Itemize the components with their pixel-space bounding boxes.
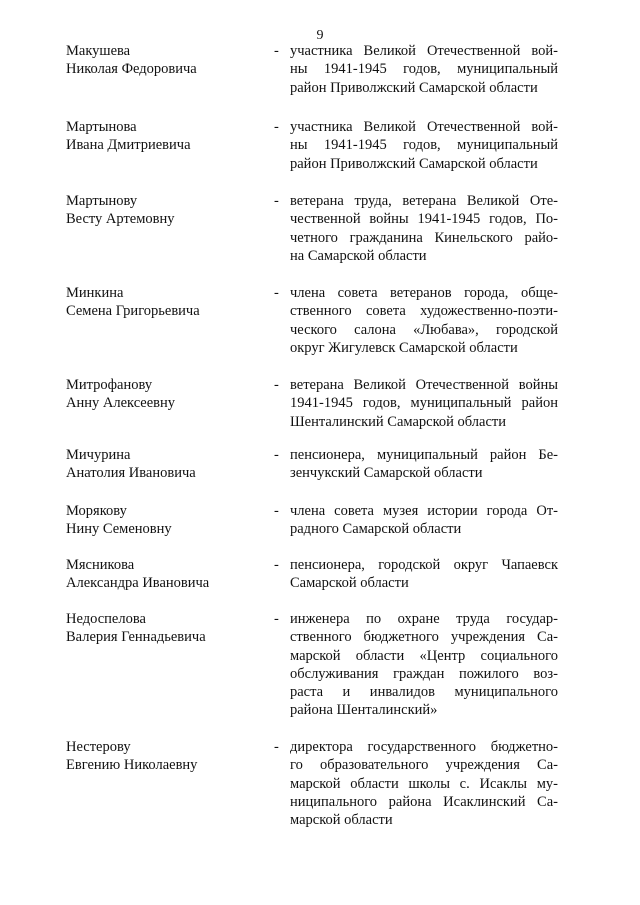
description-line: ны 1941-1945 годов, муниципальный [290, 61, 558, 78]
description-line: ветерана Великой Отечественной войны [290, 377, 558, 393]
person-name [66, 118, 256, 155]
person-name-line: Морякову [66, 503, 127, 519]
person-name-line: Валерия Геннадьевича [66, 629, 206, 646]
person-name [66, 738, 256, 775]
description-line: раста и инвалидов муниципального [290, 684, 558, 701]
person-name-line: Нестерову [66, 739, 131, 755]
person-description [290, 192, 558, 265]
person-name [66, 42, 256, 79]
person-name-line: Весту Артемовну [66, 211, 175, 228]
dash-separator: - [274, 503, 279, 519]
person-name-line: Макушева [66, 43, 131, 59]
dash-separator: - [274, 285, 279, 301]
dash-separator: - [274, 119, 279, 135]
person-name [66, 376, 256, 413]
description-line: марской области школы с. Исаклы му- [290, 775, 558, 792]
person-description [290, 118, 558, 173]
person-name-line: Семена Григорьевича [66, 303, 200, 320]
description-line: округ Жигулевск Самарской области [290, 339, 518, 356]
person-name-line: Мичурина [66, 447, 131, 463]
description-line: ниципального района Исаклинский Са- [290, 793, 558, 810]
person-name [66, 192, 256, 229]
person-name-line: Ивана Дмитриевича [66, 137, 191, 154]
person-description [290, 446, 558, 483]
person-name-line: Евгению Николаевну [66, 757, 198, 774]
description-line: ственного бюджетного учреждения Са- [290, 629, 558, 646]
description-line: район Приволжский Самарской области [290, 79, 538, 96]
description-line: марской области «Центр социального [290, 647, 558, 664]
description-line: директора государственного бюджетно- [290, 739, 558, 755]
description-line: чественной войны 1941-1945 годов, По- [290, 211, 558, 228]
person-description [290, 502, 558, 539]
description-line: зенчукский Самарской области [290, 465, 483, 482]
person-name [66, 556, 256, 593]
description-line: члена совета ветеранов города, обще- [290, 285, 558, 301]
person-description [290, 610, 558, 720]
person-description [290, 376, 558, 431]
description-line: район Приволжский Самарской области [290, 155, 538, 172]
dash-separator: - [274, 193, 279, 209]
description-line: инженера по охране труда государ- [290, 611, 558, 627]
person-name-line: Мартынова [66, 119, 137, 135]
description-line: члена совета музея истории города От- [290, 503, 558, 519]
person-name-line: Мартынову [66, 193, 138, 209]
person-name-line: Анну Алексеевну [66, 395, 176, 412]
dash-separator: - [274, 611, 279, 627]
person-description [290, 738, 558, 829]
description-line: ны 1941-1945 годов, муниципальный [290, 137, 558, 154]
description-line: на Самарской области [290, 247, 427, 264]
person-name-line: Александра Ивановича [66, 575, 210, 592]
dash-separator: - [274, 377, 279, 393]
person-name-line: Митрофанову [66, 377, 153, 393]
person-description [290, 284, 558, 357]
person-name [66, 610, 256, 647]
description-line: обслуживания граждан пожилого воз- [290, 665, 558, 682]
person-name-line: Минкина [66, 285, 124, 301]
dash-separator: - [274, 447, 279, 463]
person-name-line: Николая Федоровича [66, 61, 197, 78]
description-line: четного гражданина Кинельского райо- [290, 229, 558, 246]
person-name [66, 446, 256, 483]
person-name-line: Недоспелова [66, 611, 146, 627]
person-name [66, 502, 256, 539]
person-description [290, 42, 558, 97]
description-line: 1941-1945 годов, муниципальный район [290, 395, 558, 412]
description-line: го образовательного учреждения Са- [290, 757, 558, 774]
description-line: района Шенталинский» [290, 702, 438, 719]
person-description [290, 556, 558, 593]
description-line: участника Великой Отечественной вой- [290, 119, 558, 135]
description-line: участника Великой Отечественной вой- [290, 43, 558, 59]
person-name-line: Нину Семеновну [66, 521, 172, 538]
description-line: ветерана труда, ветерана Великой Оте- [290, 193, 558, 209]
description-line: пенсионера, городской округ Чапаевск [290, 557, 558, 573]
description-line: радного Самарской области [290, 521, 462, 538]
person-name [66, 284, 256, 321]
dash-separator: - [274, 739, 279, 755]
page-number: 9 [316, 28, 324, 43]
description-line: пенсионера, муниципальный район Бе- [290, 447, 558, 463]
description-line: ственного совета художественно-поэти- [290, 303, 558, 320]
dash-separator: - [274, 557, 279, 573]
person-name-line: Мясникова [66, 557, 135, 573]
description-line: Шенталинский Самарской области [290, 413, 506, 430]
description-line: Самарской области [290, 575, 409, 592]
description-line: марской области [290, 812, 393, 829]
dash-separator: - [274, 43, 279, 59]
person-name-line: Анатолия Ивановича [66, 465, 196, 482]
description-line: ческого салона «Любава», городской [290, 321, 558, 338]
